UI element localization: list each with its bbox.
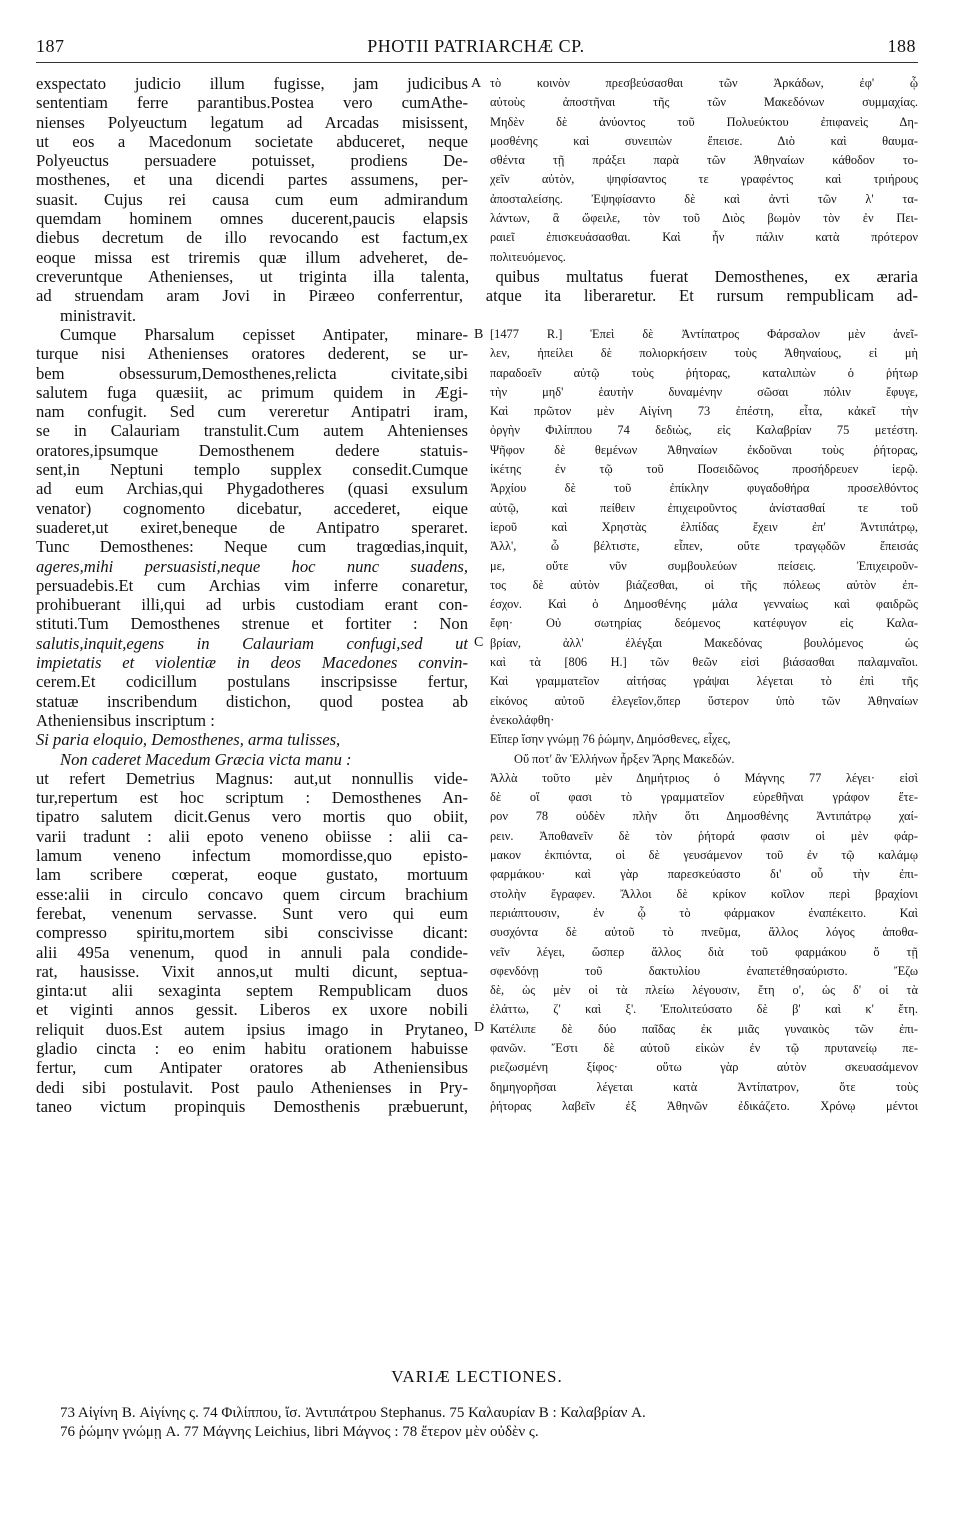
greek-line: σθέντα τῇ πράξει παρὰ τῶν Ἀθηναίων κάθοδον το- (490, 153, 918, 168)
latin-line: tipatro salutem dicit.Genus vero mortis quo obiit, (36, 807, 468, 827)
greek-line: εἰκόνος αὐτοῦ ἐλεγεῖον,ὅπερ ὕστερον ὑπὸ τῶν Ἀθηναίων (490, 693, 918, 708)
latin-column-top (36, 74, 468, 267)
latin-line: nam confugit. Sed cum vereretur Antipatri iram, (36, 402, 468, 422)
greek-line: φαρμάκου· καὶ γὰρ παρεσκεύαστο δι' οὗ τὴν ἐπι- (490, 867, 918, 882)
greek-column-top (490, 74, 918, 267)
greek-line: στολὴν ἔγραφεν. Ἄλλοι δὲ κρίκον κοῖλον περὶ βραχίονι (490, 886, 918, 901)
greek-line: χεῖν αὐτὸν, ψηφίσαντος τε γραφέντος καὶ τριήρους (490, 172, 918, 187)
greek-line: νεῖν λέγει, ὥσπερ ἄλλος διὰ τοῦ φαρμάκου ὅ τῇ (490, 944, 918, 959)
greek-line: Ἀρχίου δὲ τοῦ ἐπίκλην φυγαδοθήρα προσελθόντος (490, 481, 918, 496)
variant-line: 73 Αἰγίνη B. Αἰγίνης ς. 74 Φιλίππου, ἴσ. Ἀντιπάτρου Stephanus. 75 Καλαυρίαν B : Καλαβρίαν A. (60, 1405, 646, 1421)
latin-line: tur,repertum est hoc scriptum : Demosthenes An- (36, 788, 468, 808)
latin-line: oratores,ipsumque Demosthenem dedere statuis- (36, 440, 468, 460)
greek-line: Ψῆφον δὲ θεμένων Ἀθηναίων ἐκδοῦναι τοὺς ῥήτορας, (490, 442, 918, 457)
running-title: PHOTII PATRIARCHÆ CP. (367, 36, 585, 56)
latin-full-width (36, 267, 918, 325)
greek-line: Καὶ πρῶτον μὲν Αἰγίνη 73 ἐπέστη, εἶτα, κἀκεῖ τὴν (490, 404, 918, 419)
greek-line: αὐτοὺς ἀποστῆναι τῆς τῶν Μακεδόνων συμμαχίας. (490, 95, 918, 110)
greek-line: βρίαν, ἀλλ' ἐλέγξαι Μακεδόνας βουλόμενος ὡς (490, 635, 918, 650)
latin-line: Cumque Pharsalum cepisset Antipater, minare- (60, 325, 468, 344)
latin-line: exspectato judicio illum fugisse, jam judicibus (36, 74, 468, 93)
greek-line: ρον 78 οὐδὲν πλὴν ὅτι Δημοσθένης Ἀντιπάτρῳ χαί- (490, 809, 918, 824)
greek-line: ἱεροῦ καὶ Χρηστὰς ἐλπίδας ἔχειν ἐπ' Ἀντιπάτρῳ, (490, 519, 918, 534)
latin-line: taneo victum propinquis Demosthenis præbuerunt, (36, 1096, 468, 1116)
latin-line: ad eum Archias,qui Phygadotheres (quasi exsulum (36, 479, 468, 499)
latin-column-main (36, 325, 468, 1116)
latin-line: ferebat, venenum servasse. Sunt vero qui eum (36, 903, 468, 923)
latin-line: cerem.Et codicillum postulans inscripsisse fertur, (36, 672, 468, 692)
latin-line: Tunc Demosthenes: Neque cum tragœdias,inquit, (36, 537, 468, 557)
greek-line: πολιτευόμενος. (490, 249, 566, 264)
variae-lectiones-title: VARIÆ LECTIONES. (391, 1367, 563, 1386)
latin-line: lam scribere cœperat, eoque gustato, mortuum (36, 865, 468, 885)
latin-line: dedi sibi postulavit. Post paulo Athenienses in Pry- (36, 1077, 468, 1097)
latin-line: rat, hausisse. Vixit annos,ut multi dicunt, septua- (36, 961, 468, 981)
greek-line: Μηδὲν δὲ ἀνύοντος τοῦ Πολυεύκτου ἐπιφανεὶς Δη- (490, 114, 918, 129)
greek-line: Ἀλλὰ τοῦτο μὲν Δημήτριος ὁ Μάγνης 77 λέγει· εἰσὶ (490, 770, 918, 785)
latin-line: ut eos a Macedonum societate abduceret, neque (36, 131, 468, 151)
greek-line: ριεζωσμένη ξίφος· οὕτω γὰρ αὐτὸν σκευασάμενον (490, 1060, 918, 1075)
greek-line: αὐτῷ, καὶ πείθειν ἐπιχειροῦντος ἀνίστασθαί τε τοῦ (490, 500, 918, 515)
greek-line: δὲ, ὡς μὲν οἱ τὰ πλείω λέγουσιν, ἔτη ο', ὡς δ' οἱ τὰ (490, 983, 918, 998)
greek-line: Κατέλιπε δὲ δύο παῖδας ἐκ μιᾶς γυναικὸς τῶν ἐπι- (490, 1021, 918, 1036)
epigram-line: Si paria eloquio, Demosthenes, arma tulisses, (36, 730, 341, 750)
greek-line: καὶ τὰ [806 H.] τῶν θεῶν εἰσὶ βιάσασθαι παλαμναῖοι. (490, 655, 918, 670)
latin-line: creveruntque Athenienses, ut triginta illa talenta, quibus multatus fuerat Demosthenes, ex æraria (36, 267, 918, 286)
latin-line: Atheniensibus inscriptum : (36, 710, 215, 730)
header-rule (36, 62, 918, 63)
latin-line: turque nisi Athenienses oratores dederent, se ur- (36, 344, 468, 364)
latin-line: stituti.Tum Demosthenes strenue et fortiter : Non (36, 614, 468, 634)
latin-line: lamum veneno infectum momordisse,quo episto- (36, 846, 468, 866)
latin-line: salutem fuga quæsiit, ac primum quidem in Ægi- (36, 382, 468, 402)
greek-line: περιάπτουσιν, ἐν ᾧ τὸ φάρμακον ἐναπέκειτο. Καὶ (490, 905, 918, 920)
latin-line: prohibuerant illi,qui ad urbis custodiam erant con- (36, 595, 468, 615)
greek-line: ὀργὴν Φιλίππου 74 δεδιὼς, εἰς Καλαβρίαν 75 μετέστη. (490, 423, 918, 438)
greek-line: φανῶν. Ἔστι δὲ αὐτοῦ εἰκὼν ἐν τῷ πρυτανείῳ πε- (490, 1040, 918, 1055)
greek-line: δὲ οἵ φασι τὸ γραμματεῖον εὑρεθῆναι γράφον ἔτε- (490, 790, 918, 805)
epigram-line: Non caderet Macedum Græcia victa manu : (60, 749, 352, 769)
latin-line: impietatis et violentiæ in deos Macedones convin- (36, 653, 468, 673)
latin-line: se in Calauriam transtulit.Cum autem Ahtenienses (36, 421, 468, 441)
latin-line: mosthenes, et una dicendi partes assumens, per- (36, 170, 468, 190)
greek-line: μοσθένης καὶ συνειπὼν ἔπεισε. Διὸ καὶ θαυμα- (490, 133, 918, 148)
epigram-line: Οὔ ποτ' ἂν Ἑλλήνων ἦρξεν Ἄρης Μακεδών. (514, 751, 735, 766)
latin-line: suasit. Cujus rei causa cum eum admirandum (36, 189, 468, 209)
latin-line: fertur, cum Antipater oratores ab Atheniensibus (36, 1058, 468, 1078)
greek-line: ραιεῖ ἐπισκευάσασθαι. Καὶ ἦν πάλιν κατὰ πρότερον (490, 230, 918, 245)
latin-line: compresso spiritu,mortem sibi conscivisse dicant: (36, 923, 468, 943)
latin-line: esse:alii in circulo concavo quem circum brachium (36, 884, 468, 904)
latin-line: nienses Polyeuctum legatum ad Arcadas misissent, (36, 112, 468, 132)
latin-line: reliquit duos.Est autem ipsius imago in Prytaneo, (36, 1019, 468, 1039)
latin-line: statuæ inscribendum distichon, quod postea ab (36, 691, 468, 711)
latin-line: ad struendam aram Jovi in Piræeo conferrentur, atque ita liberaretur. Et rursum rempublicam ad- (36, 286, 918, 306)
latin-line: et viginti annos gessit. Liberos ex uxore nobili (36, 1000, 468, 1020)
greek-line: τὸ κοινὸν πρεσβεύσασθαι τῶν Ἀρκάδων, ἐφ' ᾧ (490, 76, 918, 90)
greek-line: ῥήτορας λαβεῖν ἐξ Ἀθηνῶν ἐδικάζετο. Χρόνῳ μέντοι (490, 1098, 918, 1113)
greek-line: μακον ἐκπιόντα, οἱ δὲ γευσάμενον τοῦ ἐν τῷ καλάμῳ (490, 848, 918, 863)
greek-line: Καὶ γραμματεῖον αἰτήσας γράψαι λέγεται τὸ ἐπὶ τῆς (490, 674, 918, 689)
greek-line: τος δὲ αὐτὸν βιάζεσθαι, οἱ τῆς πόλεως αὐτὸν ἐπ- (490, 577, 918, 592)
greek-line: Ἀλλ', ὦ βέλτιστε, εἶπεν, οὔτε τραγῳδῶν ἔπεισάς (490, 539, 918, 554)
margin-marker-b: B (474, 327, 484, 342)
greek-line: τὴν μηδ' ἑαυτὴν δυναμένην σῶσαι πόλιν ἔφυγε, (490, 384, 918, 399)
greek-line: ἔφη· Οὐ σωτηρίας δεόμενος κατέφυγον εἰς Καλα- (490, 616, 918, 631)
greek-line: ἐνεκολάφθη· (490, 712, 555, 727)
greek-column-main (490, 325, 918, 1116)
latin-line: salutis,inquit,egens in Calauriam confugi,sed ut (36, 633, 468, 653)
latin-line: bem obsessurum,Demosthenes,relicta civitate,sibi (36, 363, 468, 383)
greek-line: σφενδόνῃ τοῦ δακτυλίου ἐναπετέθησαύριστο. Ἔζω (490, 963, 918, 978)
latin-line: diebus decretum de illo revocando est factum,ex (36, 228, 468, 248)
greek-line: με, οὔτε νῦν συμβουλεύων πείσεις. Ἐπιχειροῦν- (490, 558, 918, 573)
latin-line: alii 495a venenum, quod in annuli pala condide- (36, 942, 468, 962)
latin-line: venator) cognomento dicebatur, accederet, eique (36, 498, 468, 518)
page-number-left: 187 (36, 36, 65, 56)
greek-line: δημηγορῆσαι λέγεται κατὰ Ἀντίπατρον, ὅτε τοὺς (490, 1079, 918, 1094)
greek-line: ἀποσταλείσης. Ἐψηφίσαντο δὲ καὶ ἀντὶ τῶν λ' τα- (490, 191, 918, 206)
greek-line: λεν, ἠπείλει δὲ πολιορκήσειν τοὺς Ἀθηναίους, εἰ μὴ (490, 346, 918, 361)
greek-line: ἐλάττω, ζ' καὶ ξ'. Ἐπολιτεύσατο δὲ β' καὶ κ' ἔτη. (490, 1002, 918, 1017)
greek-line: παραδοεῖν αὐτῷ τοὺς ῥήτορας, καταλιπὼν ὁ ῥήτωρ (490, 365, 918, 380)
latin-line: suaderet,ut exiret,beneque de Antipatro speraret. (36, 517, 468, 537)
latin-line: Polyeuctus persuadere potuisset, prodiens De- (36, 151, 468, 171)
latin-line: eoque missa est triremis quæ illum adveheret, de- (36, 247, 468, 267)
latin-line: varii tradunt : alii epoto veneno obiisse : alii ca- (36, 826, 468, 846)
latin-line: ut refert Demetrius Magnus: aut,ut nonnullis vide- (36, 768, 468, 788)
margin-marker-a: A (471, 76, 482, 91)
latin-line: gladio cincta : eo enim habitu orationem habuisse (36, 1038, 468, 1058)
greek-line: έσχον. Καὶ ὁ Δημοσθένης μάλα γενναίως καὶ φαιδρῶς (490, 597, 918, 612)
latin-line: ageres,mihi persuasisti,neque hoc nunc suadens, (36, 556, 468, 576)
variant-line: 76 ῥώμην γνώμῃ A. 77 Μάγνης Leichius, libri Μάγνος : 78 ἔτερον μὲν οὐδὲν ς. (60, 1424, 539, 1441)
margin-marker-c: C (474, 635, 484, 650)
latin-line: sententiam ferre parantibus.Postea vero cumAthe- (36, 93, 468, 113)
latin-line: ginta:ut alii sexaginta septem Rempublicam duos (36, 981, 468, 1001)
greek-line: [1477 R.] Ἐπεὶ δὲ Ἀντίπατρος Φάρσαλον μὲν ἀνεῖ- (490, 327, 918, 341)
variae-lectiones (60, 1402, 920, 1441)
greek-line: ἱκέτης ἐν τῷ τοῦ Ποσειδῶνος προσήδρευεν ἱερῷ. (490, 462, 918, 477)
latin-line: sent,in Neptuni templo supplex consedit.Cumque (36, 460, 468, 480)
latin-line: ministravit. (60, 305, 137, 325)
greek-line: συσχόντα δὲ αὐτοῦ τὸ πνεῦμα, ἄλλος λόγος ἀποθα- (490, 925, 918, 940)
epigram-line: Εἴπερ ἴσην γνώμῃ 76 ῥώμην, Δημόσθενες, εἶχες, (490, 732, 731, 747)
margin-marker-d: D (474, 1020, 485, 1035)
greek-line: ρειν. Ἀποθανεῖν δὲ τὸν ῥήτορά φασιν οἱ μὲν φάρ- (490, 828, 918, 843)
latin-line: persuadebis.Et cum Archias vim inferre conaretur, (36, 575, 468, 595)
greek-line: λάντων, ἃ ὤφειλε, τὸν τοῦ Διὸς βωμὸν τὸν ἐν Πει- (490, 211, 918, 226)
latin-line: quemdam hominem omnes ducerent,paucis elapsis (36, 209, 468, 229)
page-number-right: 188 (887, 36, 916, 56)
